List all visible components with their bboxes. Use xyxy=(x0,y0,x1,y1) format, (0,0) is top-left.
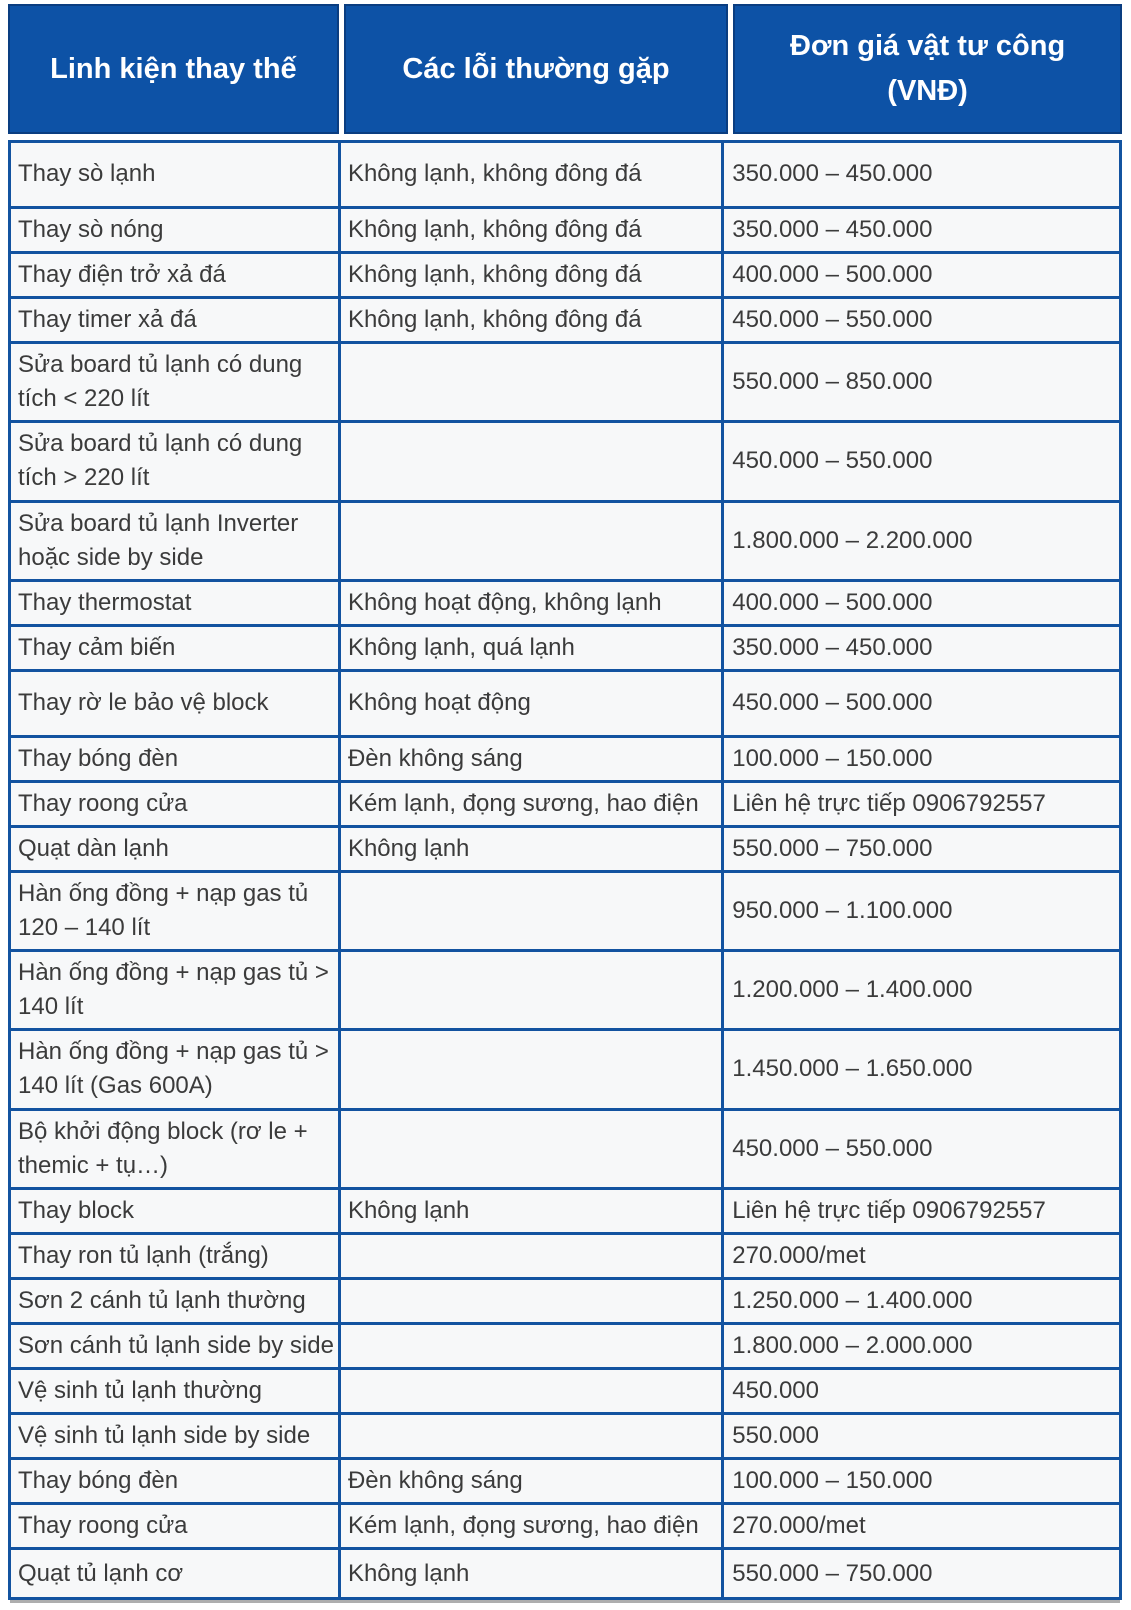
issues-cell xyxy=(339,1233,722,1278)
table-row xyxy=(10,501,1121,580)
table-row xyxy=(10,1459,1121,1504)
issues-cell xyxy=(339,501,722,580)
issues-cell: Không lạnh, không đông đá xyxy=(339,142,722,208)
part-cell: Thay sò lạnh xyxy=(10,142,340,208)
table-row xyxy=(10,1188,1121,1233)
part-cell: Sơn 2 cánh tủ lạnh thường xyxy=(10,1278,340,1323)
part-cell: Thay block xyxy=(10,1188,340,1233)
price-cell: 1.200.000 – 1.400.000 xyxy=(723,951,1121,1030)
part-cell: Thay rờ le bảo vệ block xyxy=(10,670,340,736)
issues-cell: Kém lạnh, đọng sương, hao điện xyxy=(339,1504,722,1549)
price-cell: 450.000 – 550.000 xyxy=(723,422,1121,501)
table-row xyxy=(10,670,1121,736)
table-row xyxy=(10,951,1121,1030)
part-cell: Sửa board tủ lạnh có dung tích > 220 lít xyxy=(10,422,340,501)
issues-cell: Không lạnh xyxy=(339,1549,722,1599)
part-cell: Thay điện trở xả đá xyxy=(10,253,340,298)
price-cell: 550.000 – 750.000 xyxy=(723,1549,1121,1599)
issues-cell: Đèn không sáng xyxy=(339,736,722,781)
part-cell: Bộ khởi động block (rơ le + themic + tụ…) xyxy=(10,1109,340,1188)
issues-cell xyxy=(339,1323,722,1368)
issues-cell xyxy=(339,951,722,1030)
price-cell: 100.000 – 150.000 xyxy=(723,1459,1121,1504)
part-cell: Hàn ống đồng + nạp gas tủ > 140 lít (Gas 600A) xyxy=(10,1030,340,1109)
issues-cell: Kém lạnh, đọng sương, hao điện xyxy=(339,781,722,826)
price-cell: 450.000 – 550.000 xyxy=(723,298,1121,343)
part-cell: Thay roong cửa xyxy=(10,1504,340,1549)
issues-cell xyxy=(339,872,722,951)
issues-cell: Không hoạt động, không lạnh xyxy=(339,580,722,625)
part-cell: Hàn ống đồng + nạp gas tủ 120 – 140 lít xyxy=(10,872,340,951)
table-row xyxy=(10,298,1121,343)
price-cell: 350.000 – 450.000 xyxy=(723,625,1121,670)
issues-cell xyxy=(339,1369,722,1414)
table-row xyxy=(10,580,1121,625)
table-row xyxy=(10,1549,1121,1599)
issues-cell xyxy=(339,1278,722,1323)
part-cell: Thay ron tủ lạnh (trắng) xyxy=(10,1233,340,1278)
table-row xyxy=(10,1414,1121,1459)
table-row xyxy=(10,1233,1121,1278)
issues-cell: Không lạnh, không đông đá xyxy=(339,298,722,343)
price-cell: 400.000 – 500.000 xyxy=(723,253,1121,298)
table-row xyxy=(10,827,1121,872)
table-row xyxy=(10,872,1121,951)
table-row xyxy=(10,781,1121,826)
price-table xyxy=(8,140,1122,1600)
part-cell: Thay roong cửa xyxy=(10,781,340,826)
issues-cell xyxy=(339,1030,722,1109)
issues-cell xyxy=(339,1414,722,1459)
issues-cell: Không lạnh xyxy=(339,1188,722,1233)
price-cell: 100.000 – 150.000 xyxy=(723,736,1121,781)
header-label-price: Đơn giá vật tư công (VNĐ) xyxy=(789,30,1066,107)
price-cell: 550.000 xyxy=(723,1414,1121,1459)
table-row xyxy=(10,1278,1121,1323)
price-cell: 550.000 – 750.000 xyxy=(723,827,1121,872)
price-cell: Liên hệ trực tiếp 0906792557 xyxy=(723,781,1121,826)
issues-cell xyxy=(339,1109,722,1188)
price-cell: 550.000 – 850.000 xyxy=(723,343,1121,422)
part-cell: Thay timer xả đá xyxy=(10,298,340,343)
part-cell: Vệ sinh tủ lạnh thường xyxy=(10,1369,340,1414)
table-row xyxy=(10,1030,1121,1109)
issues-cell: Không lạnh, không đông đá xyxy=(339,253,722,298)
part-cell: Sơn cánh tủ lạnh side by side xyxy=(10,1323,340,1368)
table-row xyxy=(10,142,1121,208)
table-row xyxy=(10,1504,1121,1549)
part-cell: Sửa board tủ lạnh có dung tích < 220 lít xyxy=(10,343,340,422)
table-row xyxy=(10,625,1121,670)
table-row xyxy=(10,343,1121,422)
price-table-body xyxy=(10,142,1121,1599)
issues-cell xyxy=(339,343,722,422)
price-cell: 1.800.000 – 2.000.000 xyxy=(723,1323,1121,1368)
price-cell: 270.000/met xyxy=(723,1233,1121,1278)
table-row xyxy=(10,1369,1121,1414)
price-cell: 350.000 – 450.000 xyxy=(723,208,1121,253)
part-cell: Thay cảm biến xyxy=(10,625,340,670)
price-cell: 1.450.000 – 1.650.000 xyxy=(723,1030,1121,1109)
table-header xyxy=(8,4,1122,134)
price-cell: 950.000 – 1.100.000 xyxy=(723,872,1121,951)
part-cell: Quạt dàn lạnh xyxy=(10,827,340,872)
table-row xyxy=(10,736,1121,781)
header-cell-price xyxy=(733,4,1122,134)
issues-cell: Không hoạt động xyxy=(339,670,722,736)
part-cell: Sửa board tủ lạnh Inverter hoặc side by side xyxy=(10,501,340,580)
header-cell-part xyxy=(8,4,339,134)
price-cell: 1.250.000 – 1.400.000 xyxy=(723,1278,1121,1323)
price-cell: 400.000 – 500.000 xyxy=(723,580,1121,625)
issues-cell: Không lạnh xyxy=(339,827,722,872)
header-cell-issues xyxy=(344,4,728,134)
part-cell: Thay bóng đèn xyxy=(10,736,340,781)
issues-cell: Đèn không sáng xyxy=(339,1459,722,1504)
header-label-issues: Các lỗi thường gặp xyxy=(402,52,670,85)
header-label-part: Linh kiện thay thế xyxy=(50,52,297,85)
price-cell: 450.000 xyxy=(723,1369,1121,1414)
price-cell: Liên hệ trực tiếp 0906792557 xyxy=(723,1188,1121,1233)
part-cell: Quạt tủ lạnh cơ xyxy=(10,1549,340,1599)
part-cell: Thay thermostat xyxy=(10,580,340,625)
price-cell: 270.000/met xyxy=(723,1504,1121,1549)
part-cell: Thay bóng đèn xyxy=(10,1459,340,1504)
part-cell: Vệ sinh tủ lạnh side by side xyxy=(10,1414,340,1459)
table-row xyxy=(10,1323,1121,1368)
table-row xyxy=(10,208,1121,253)
table-row xyxy=(10,253,1121,298)
table-row xyxy=(10,1109,1121,1188)
part-cell: Hàn ống đồng + nạp gas tủ > 140 lít xyxy=(10,951,340,1030)
issues-cell: Không lạnh, không đông đá xyxy=(339,208,722,253)
price-cell: 350.000 – 450.000 xyxy=(723,142,1121,208)
issues-cell: Không lạnh, quá lạnh xyxy=(339,625,722,670)
price-cell: 450.000 – 500.000 xyxy=(723,670,1121,736)
price-cell: 450.000 – 550.000 xyxy=(723,1109,1121,1188)
part-cell: Thay sò nóng xyxy=(10,208,340,253)
price-cell: 1.800.000 – 2.200.000 xyxy=(723,501,1121,580)
table-row xyxy=(10,422,1121,501)
issues-cell xyxy=(339,422,722,501)
